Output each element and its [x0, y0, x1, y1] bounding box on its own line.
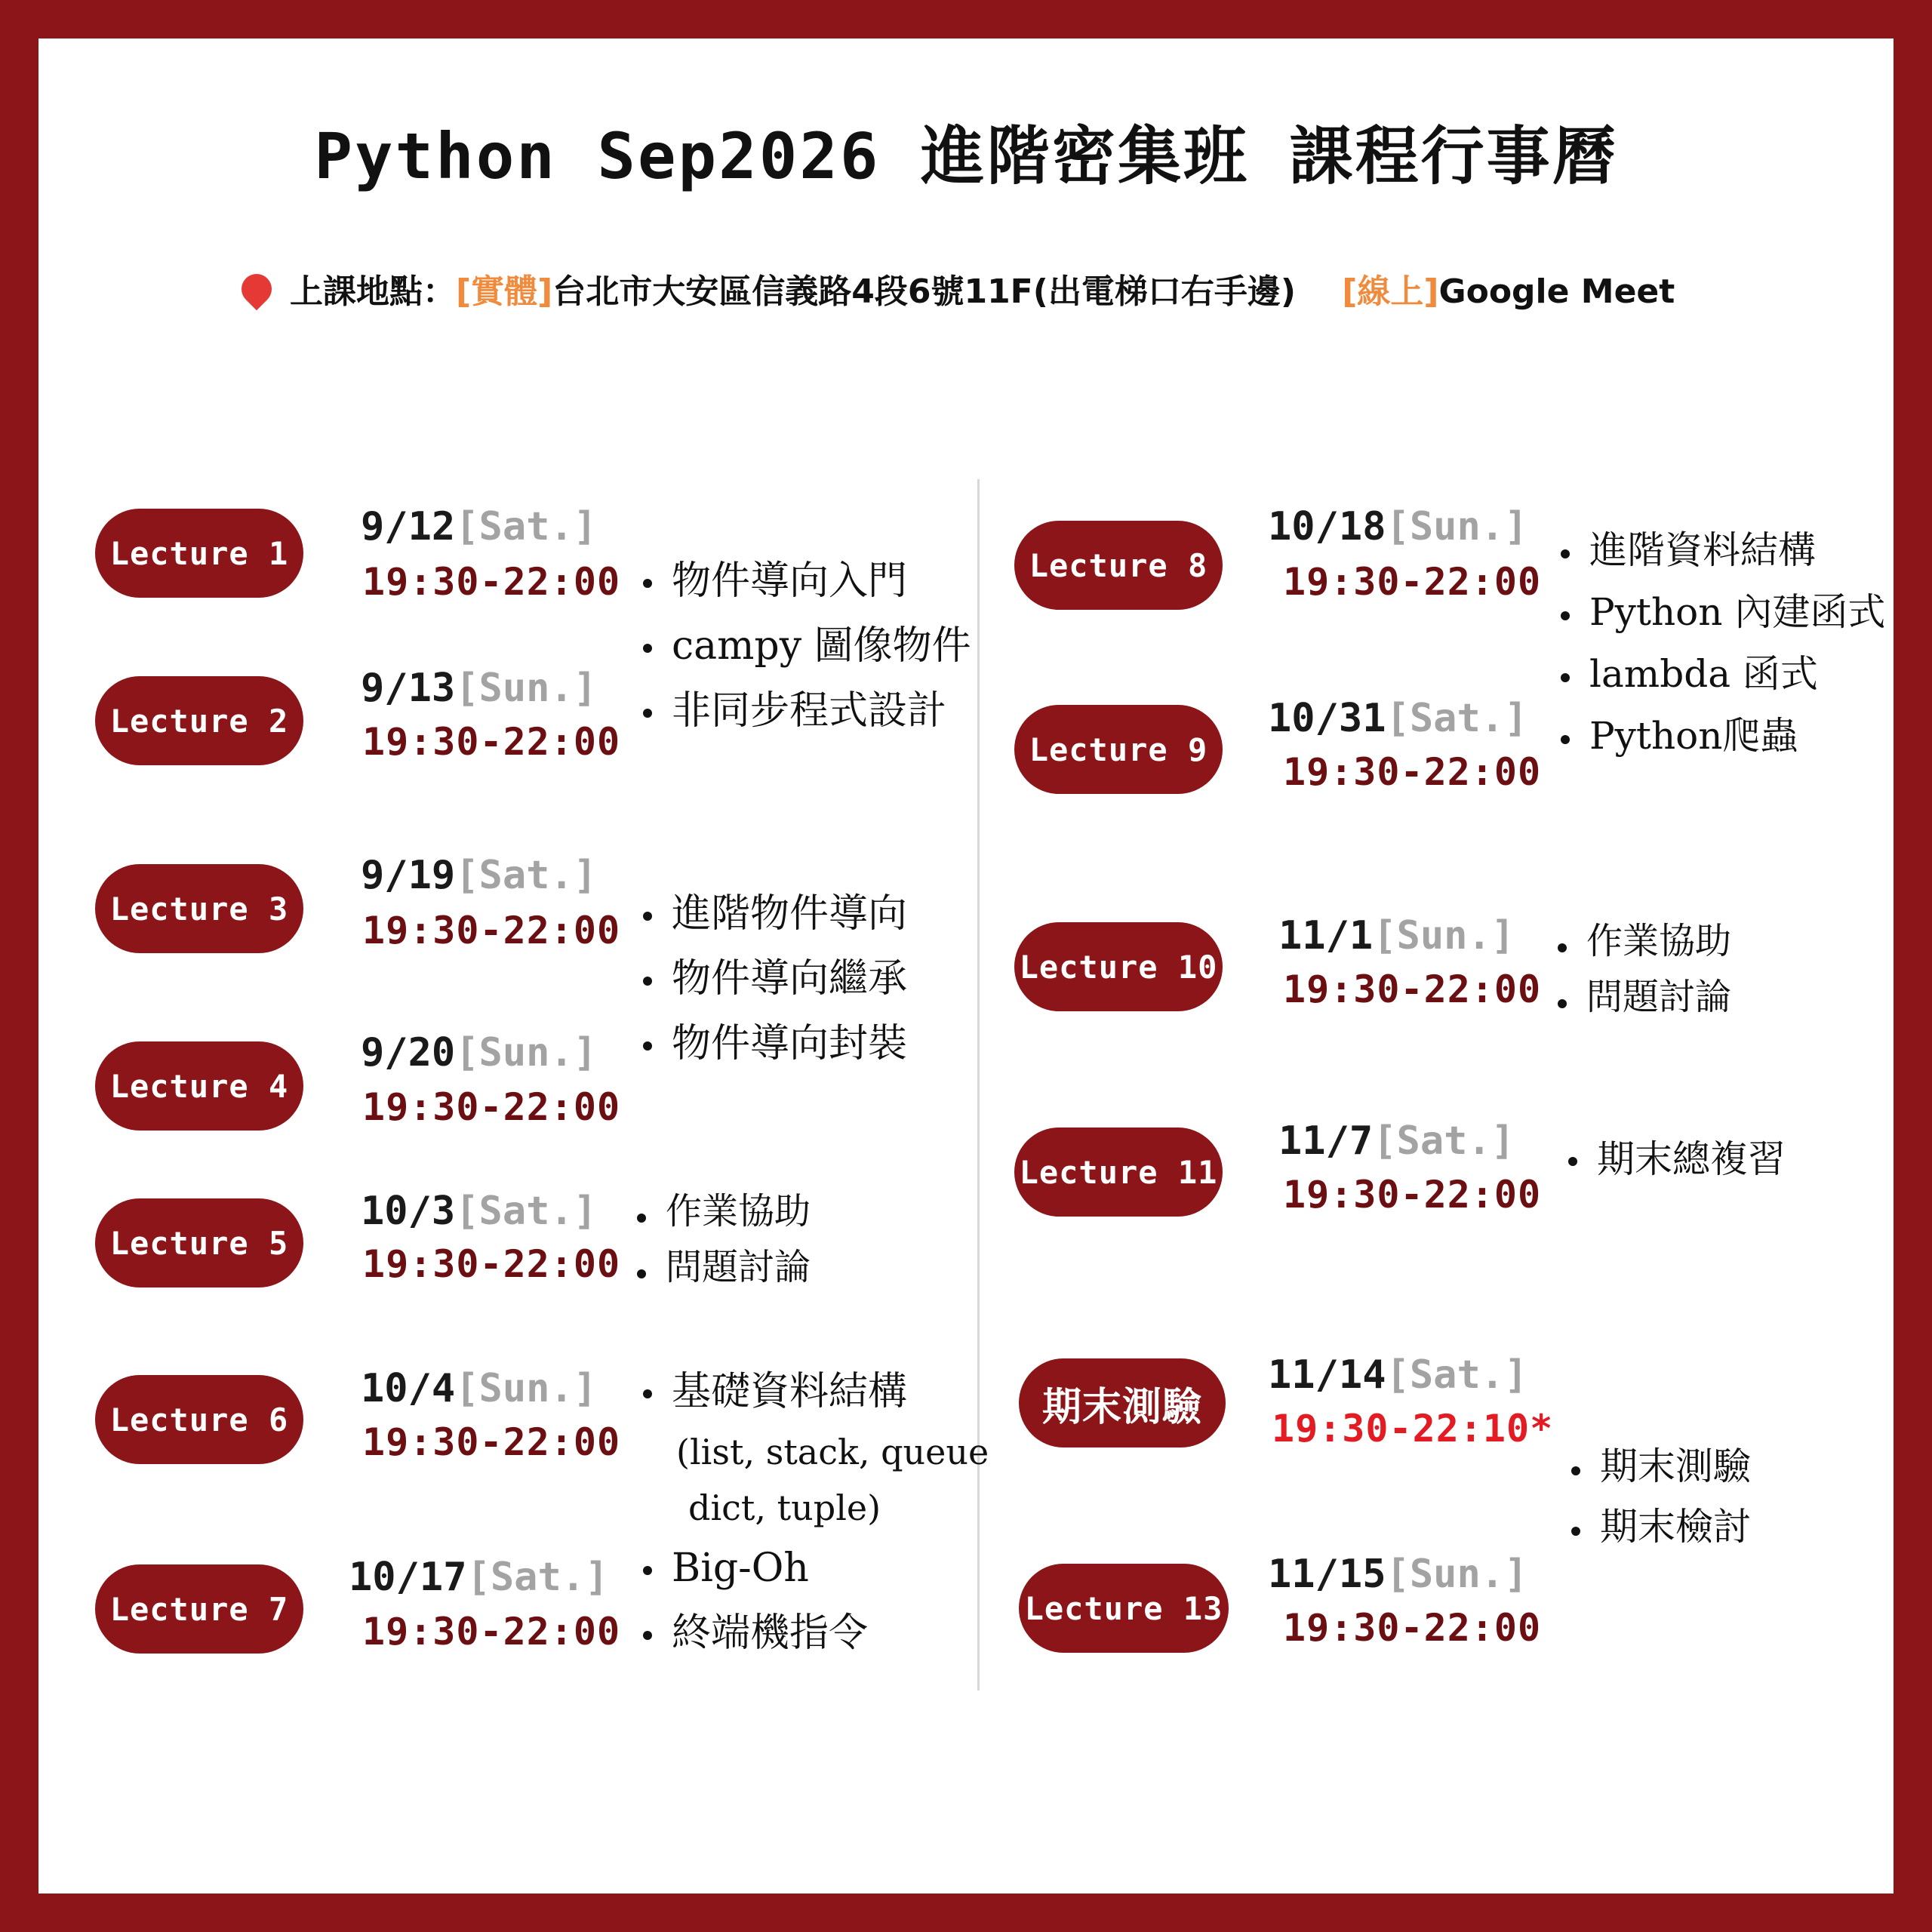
list-item: 期末總複習 — [1565, 1127, 1786, 1192]
lecture-7-date — [349, 1555, 608, 1600]
lecture-6-badge: Lecture 6 — [95, 1375, 303, 1464]
final-exam-date — [1268, 1352, 1527, 1398]
date-text: 10/31 — [1268, 696, 1386, 741]
list-item: campy 圖像物件 — [640, 614, 971, 678]
final-exam-time: 19:30-22:10* — [1272, 1407, 1554, 1451]
topics-lecture-8-9 — [1558, 519, 1885, 767]
weekday-text: [Sun.] — [455, 666, 598, 711]
physical-address: 台北市大安區信義路4段6號11F(出電梯口右手邊) — [552, 272, 1296, 311]
list-item-detail: (list, stack, queue — [676, 1432, 989, 1472]
date-text: 10/3 — [361, 1189, 456, 1234]
list-item: 作業協助 — [634, 1183, 811, 1239]
lecture-10-badge: Lecture 10 — [1014, 922, 1223, 1011]
topics-lecture-6-7 — [640, 1359, 989, 1666]
online-platform: Google Meet — [1438, 272, 1675, 311]
topics-lecture-1-2 — [640, 549, 971, 743]
lecture-8-date — [1268, 504, 1527, 549]
list-item: Big-Oh — [640, 1536, 989, 1601]
date-text: 11/15 — [1268, 1552, 1386, 1597]
topics-lecture-11 — [1565, 1127, 1786, 1192]
weekday-text: [Sat.] — [1373, 1118, 1515, 1164]
topics-lecture-3-4 — [640, 881, 907, 1076]
lecture-7-badge: Lecture 7 — [95, 1564, 303, 1654]
lecture-5-date — [361, 1189, 597, 1234]
lecture-1-time: 19:30-22:00 — [362, 560, 621, 604]
topics-final-exam — [1568, 1436, 1751, 1557]
list-item: 進階資料結構 — [1558, 519, 1885, 581]
list-item: 問題討論 — [1555, 969, 1731, 1025]
list-item: 基礎資料結構 — [640, 1359, 989, 1424]
lecture-9-date — [1268, 696, 1527, 741]
topics-lecture-10 — [1555, 913, 1731, 1025]
lecture-3-date — [361, 853, 597, 898]
lecture-3-time: 19:30-22:00 — [362, 909, 621, 952]
lecture-3-badge: Lecture 3 — [95, 864, 303, 953]
weekday-text: [Sat.] — [466, 1555, 609, 1600]
online-tag: [線上] — [1342, 272, 1439, 311]
date-text: 9/13 — [361, 666, 456, 711]
lecture-2-date — [361, 666, 597, 711]
lecture-10-date — [1278, 913, 1515, 958]
lecture-4-time: 19:30-22:00 — [362, 1085, 621, 1129]
weekday-text: [Sat.] — [455, 504, 598, 549]
list-item: lambda 函式 — [1558, 643, 1885, 705]
list-item: 問題討論 — [634, 1239, 811, 1295]
weekday-text: [Sun.] — [455, 1366, 598, 1411]
location-line — [242, 264, 1751, 312]
lecture-5-time: 19:30-22:00 — [362, 1242, 621, 1286]
list-item: 進階物件導向 — [640, 881, 907, 946]
lecture-2-badge: Lecture 2 — [95, 676, 303, 765]
lecture-5-badge: Lecture 5 — [95, 1198, 303, 1287]
date-text: 10/18 — [1268, 504, 1386, 549]
list-item: 物件導向入門 — [640, 549, 971, 614]
lecture-6-time: 19:30-22:00 — [362, 1420, 621, 1464]
lecture-11-time: 19:30-22:00 — [1283, 1173, 1542, 1217]
lecture-8-time: 19:30-22:00 — [1283, 560, 1542, 604]
lecture-1-date — [361, 504, 597, 549]
date-text: 9/20 — [361, 1030, 456, 1075]
location-label: 上課地點： — [290, 272, 456, 311]
lecture-1-badge: Lecture 1 — [95, 509, 303, 598]
weekday-text: [Sat.] — [1386, 1352, 1528, 1398]
physical-tag: [實體] — [456, 272, 553, 311]
lecture-6-date — [361, 1366, 597, 1411]
weekday-text: [Sat.] — [455, 853, 598, 898]
date-text: 9/19 — [361, 853, 456, 898]
list-item: 作業協助 — [1555, 913, 1731, 969]
final-exam-badge: 期末測驗 — [1019, 1358, 1226, 1447]
list-item: 物件導向繼承 — [640, 946, 907, 1011]
list-item: 期末檢討 — [1568, 1497, 1751, 1557]
lecture-13-badge: Lecture 13 — [1019, 1564, 1229, 1653]
weekday-text: [Sun.] — [1386, 504, 1528, 549]
list-item: Python 內建函式 — [1558, 581, 1885, 643]
list-item: 物件導向封裝 — [640, 1011, 907, 1076]
map-pin-icon — [235, 268, 278, 311]
page-title: Python Sep2026 進階密集班 課程行事曆 — [314, 119, 1618, 193]
date-text: 10/4 — [361, 1366, 456, 1411]
list-item: 非同步程式設計 — [640, 678, 971, 743]
date-text: 11/7 — [1278, 1118, 1374, 1164]
lecture-13-time: 19:30-22:00 — [1283, 1606, 1542, 1650]
lecture-8-badge: Lecture 8 — [1014, 521, 1223, 610]
lecture-9-badge: Lecture 9 — [1014, 705, 1223, 794]
date-text: 10/17 — [349, 1555, 467, 1600]
topics-lecture-5 — [634, 1183, 811, 1295]
list-item: 終端機指令 — [640, 1601, 989, 1666]
weekday-text: [Sat.] — [455, 1189, 598, 1234]
lecture-11-badge: Lecture 11 — [1014, 1128, 1223, 1217]
weekday-text: [Sun.] — [455, 1030, 598, 1075]
lecture-4-badge: Lecture 4 — [95, 1041, 303, 1131]
weekday-text: [Sun.] — [1373, 913, 1515, 958]
lecture-4-date — [361, 1030, 597, 1075]
list-item-detail: dict, tuple) — [688, 1487, 881, 1528]
lecture-2-time: 19:30-22:00 — [362, 720, 621, 764]
date-text: 9/12 — [361, 504, 456, 549]
date-text: 11/1 — [1278, 913, 1374, 958]
lecture-13-date — [1268, 1552, 1527, 1597]
date-text: 11/14 — [1268, 1352, 1386, 1398]
list-item: 期末測驗 — [1568, 1436, 1751, 1497]
weekday-text: [Sun.] — [1386, 1552, 1528, 1597]
weekday-text: [Sat.] — [1386, 696, 1528, 741]
list-item: Python爬蟲 — [1558, 705, 1885, 767]
lecture-7-time: 19:30-22:00 — [362, 1610, 621, 1654]
lecture-10-time: 19:30-22:00 — [1283, 968, 1542, 1011]
lecture-9-time: 19:30-22:00 — [1283, 750, 1542, 794]
lecture-11-date — [1278, 1118, 1515, 1164]
